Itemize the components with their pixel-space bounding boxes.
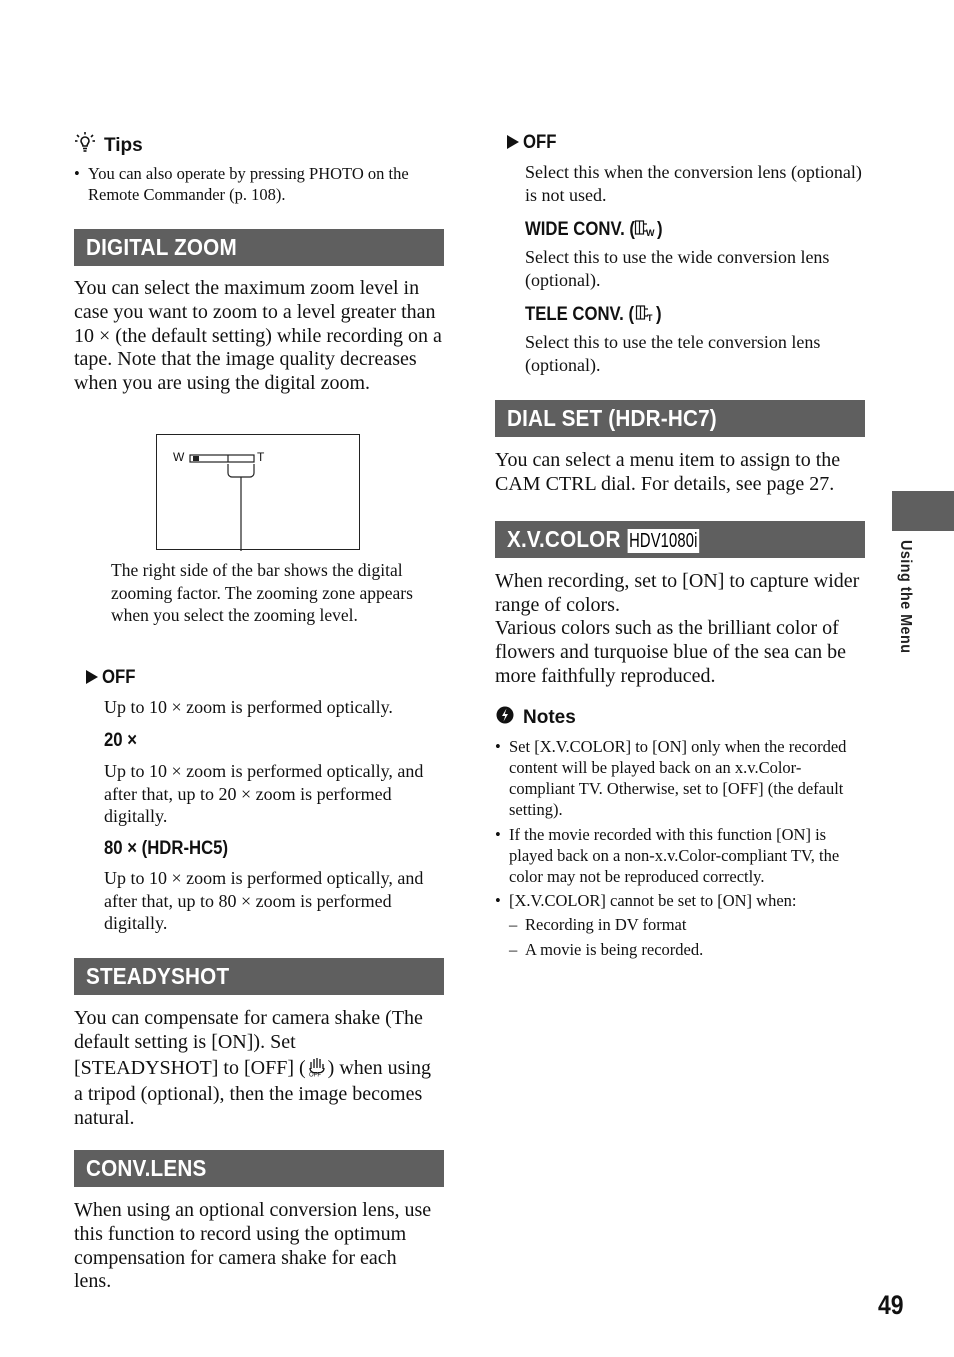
tips-heading <box>74 132 143 160</box>
side-tab-label: Using the Menu <box>897 540 914 654</box>
lightbulb-icon <box>74 131 96 161</box>
option-label: OFF <box>102 667 136 688</box>
zoom-t-label: T <box>257 450 265 464</box>
conv-option-tele <box>525 303 865 328</box>
section-digital-zoom <box>74 229 444 266</box>
xv-color-body-2: Various colors such as the brilliant color of flowers and turquoise blue of the sea can be more faithfully reproduced. <box>495 617 846 687</box>
option-label: 20 × <box>104 730 138 751</box>
side-tab-marker <box>892 491 954 531</box>
wide-conversion-icon <box>634 218 656 243</box>
option-label: OFF <box>523 132 557 153</box>
notes-item: • If the movie recorded with this function [ON] is played back on a non-x.v.Color-compliant TV, the color may not be reproduced correctly. <box>495 824 865 887</box>
zoom-diagram <box>156 434 360 550</box>
section-conv-lens <box>74 1150 444 1187</box>
zoom-caption: The right side of the bar shows the digital zooming factor. The zooming zone appears when you select the zooming level. <box>111 560 413 625</box>
notes-subitem: – Recording in DV format <box>509 912 865 937</box>
tele-conversion-icon <box>635 303 655 328</box>
svg-text:OFF: OFF <box>308 1072 321 1077</box>
steadyshot-body: You can compensate for camera shake (The default setting is [ON]). Set [STEADYSHOT] to [OFF] ( OFF ) when using a tripod (optional), then the image becomes natural. <box>74 1007 431 1130</box>
conv-option-wide <box>525 218 865 243</box>
option-20x <box>104 730 444 752</box>
default-marker-icon <box>507 135 519 149</box>
notes-item: • [X.V.COLOR] cannot be set to [ON] when: <box>495 890 865 911</box>
option-desc: Up to 10 × zoom is performed optically, and after that, up to 80 × zoom is performed digitally. <box>104 868 424 933</box>
dial-set-body: You can select a menu item to assign to the CAM CTRL dial. For details, see page 27. <box>495 449 841 495</box>
option-off <box>86 667 444 689</box>
option-80x <box>104 838 444 860</box>
option-desc: Select this to use the tele conversion lens (optional). <box>525 332 821 375</box>
section-dial-set <box>495 400 865 437</box>
conv-option-off <box>507 132 865 154</box>
section-title: STEADYSHOT <box>86 963 230 989</box>
page-number: 49 <box>878 1290 904 1320</box>
option-desc: Select this to use the wide conversion lens (optional). <box>525 247 830 290</box>
svg-text:W: W <box>645 228 655 238</box>
option-label: WIDE CONV. ( <box>525 219 635 240</box>
option-label-end: ) <box>655 304 662 325</box>
xv-color-body-1: When recording, set to [ON] to capture wider range of colors. <box>495 570 860 616</box>
option-desc: Up to 10 × zoom is performed optically, and after that, up to 20 × zoom is performed digitally. <box>104 761 424 826</box>
section-steadyshot <box>74 958 444 995</box>
option-label: TELE CONV. ( <box>525 304 635 325</box>
option-label: 80 × (HDR-HC5) <box>104 838 229 859</box>
section-title: CONV.LENS <box>86 1155 207 1181</box>
conv-lens-body: When using an optional conversion lens, use this function to record using the optimum compensation for camera shake for each lens. <box>74 1199 432 1293</box>
notes-icon <box>495 705 515 731</box>
section-xv-color <box>495 521 865 558</box>
notes-heading <box>495 704 576 732</box>
hdv1080i-badge: HDV1080i <box>629 530 698 552</box>
zoom-w-label: W <box>173 450 185 464</box>
option-desc: Up to 10 × zoom is performed optically. <box>104 697 393 717</box>
svg-text:T: T <box>646 313 653 323</box>
notes-item: • Set [X.V.COLOR] to [ON] only when the recorded content will be played back on an x.v.Color-compliant TV. Otherwise, set to [OFF] (the default setting). <box>495 736 865 820</box>
default-marker-icon <box>86 670 98 684</box>
option-desc: Select this when the conversion lens (optional) is not used. <box>525 162 862 205</box>
tips-title: Tips <box>104 135 143 156</box>
notes-subitem: – A movie is being recorded. <box>509 937 865 962</box>
notes-title: Notes <box>523 707 576 728</box>
steadyshot-off-icon <box>306 1055 328 1084</box>
section-title: DIAL SET (HDR-HC7) <box>507 405 717 431</box>
digital-zoom-body: You can select the maximum zoom level in case you want to zoom to a level greater than 10 × (the default setting) while recording on a tape. Note that the image quality decreases when you are using the digital zoom. <box>74 277 442 395</box>
section-title: DIGITAL ZOOM <box>86 234 237 260</box>
section-title: X.V.COLOR HDV1080i <box>507 526 698 552</box>
option-label-end: ) <box>656 219 663 240</box>
tips-item: • You can also operate by pressing PHOTO on the Remote Commander (p. 108). <box>74 163 444 205</box>
